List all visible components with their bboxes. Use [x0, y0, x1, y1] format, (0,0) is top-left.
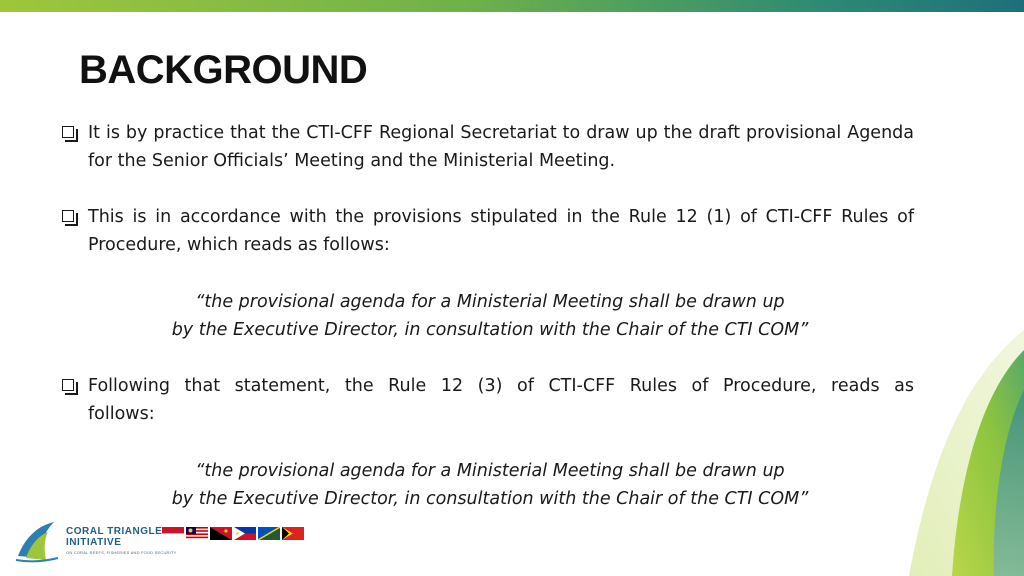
coral-triangle-emblem-icon — [14, 518, 60, 564]
member-flags — [162, 527, 304, 540]
bullet-text — [62, 372, 914, 428]
logo-tagline: ON CORAL REEFS, FISHERIES AND FOOD SECURITY — [66, 550, 177, 555]
solomon-islands-flag-icon — [258, 527, 280, 540]
checkbox-bullet-icon — [62, 126, 74, 138]
indonesia-flag-icon — [162, 527, 184, 540]
bullet-item — [62, 372, 914, 428]
decorative-swoosh — [864, 330, 1024, 576]
bullet-item — [62, 119, 914, 175]
checkbox-bullet-icon — [62, 210, 74, 222]
bullet-text: It is by practice that the CTI-CFF Regional Secretariat to draw up the draft provisional Agenda for the Senior Officials’ Meeting and the Ministerial Meeting. — [88, 123, 914, 171]
malaysia-flag-icon — [186, 527, 208, 540]
logo-name-line1: CORAL TRIANGLE — [66, 526, 163, 537]
logo-name-line2: INITIATIVE — [66, 537, 122, 548]
bullet-item — [62, 203, 914, 259]
philippines-flag-icon — [234, 527, 256, 540]
quote-block — [120, 457, 860, 513]
bullet-text: This is in accordance with the provisions stipulated in the Rule 12 (1) of CTI-CFF Rules of Procedure, which reads as follows: — [88, 207, 914, 255]
bullet-text-line: follows: — [88, 404, 155, 424]
quote-line: by the Executive Director, in consultation with the Chair of the CTI COM” — [171, 489, 809, 509]
papua-new-guinea-flag-icon — [210, 527, 232, 540]
quote-line: by the Executive Director, in consultation with the Chair of the CTI COM” — [171, 320, 809, 340]
quote-block — [120, 288, 860, 344]
checkbox-bullet-icon — [62, 379, 74, 391]
slide-title: BACKGROUND — [79, 48, 368, 92]
top-accent-bar — [0, 0, 1024, 12]
coral-triangle-logo — [14, 518, 314, 570]
quote-line: “the provisional agenda for a Ministerial Meeting shall be drawn up — [195, 292, 785, 312]
quote-line: “the provisional agenda for a Ministerial Meeting shall be drawn up — [195, 461, 785, 481]
bullet-text-line: Following that statement, the Rule 12 (3) of CTI-CFF Rules of Procedure, reads as — [88, 376, 914, 396]
timor-leste-flag-icon — [282, 527, 304, 540]
